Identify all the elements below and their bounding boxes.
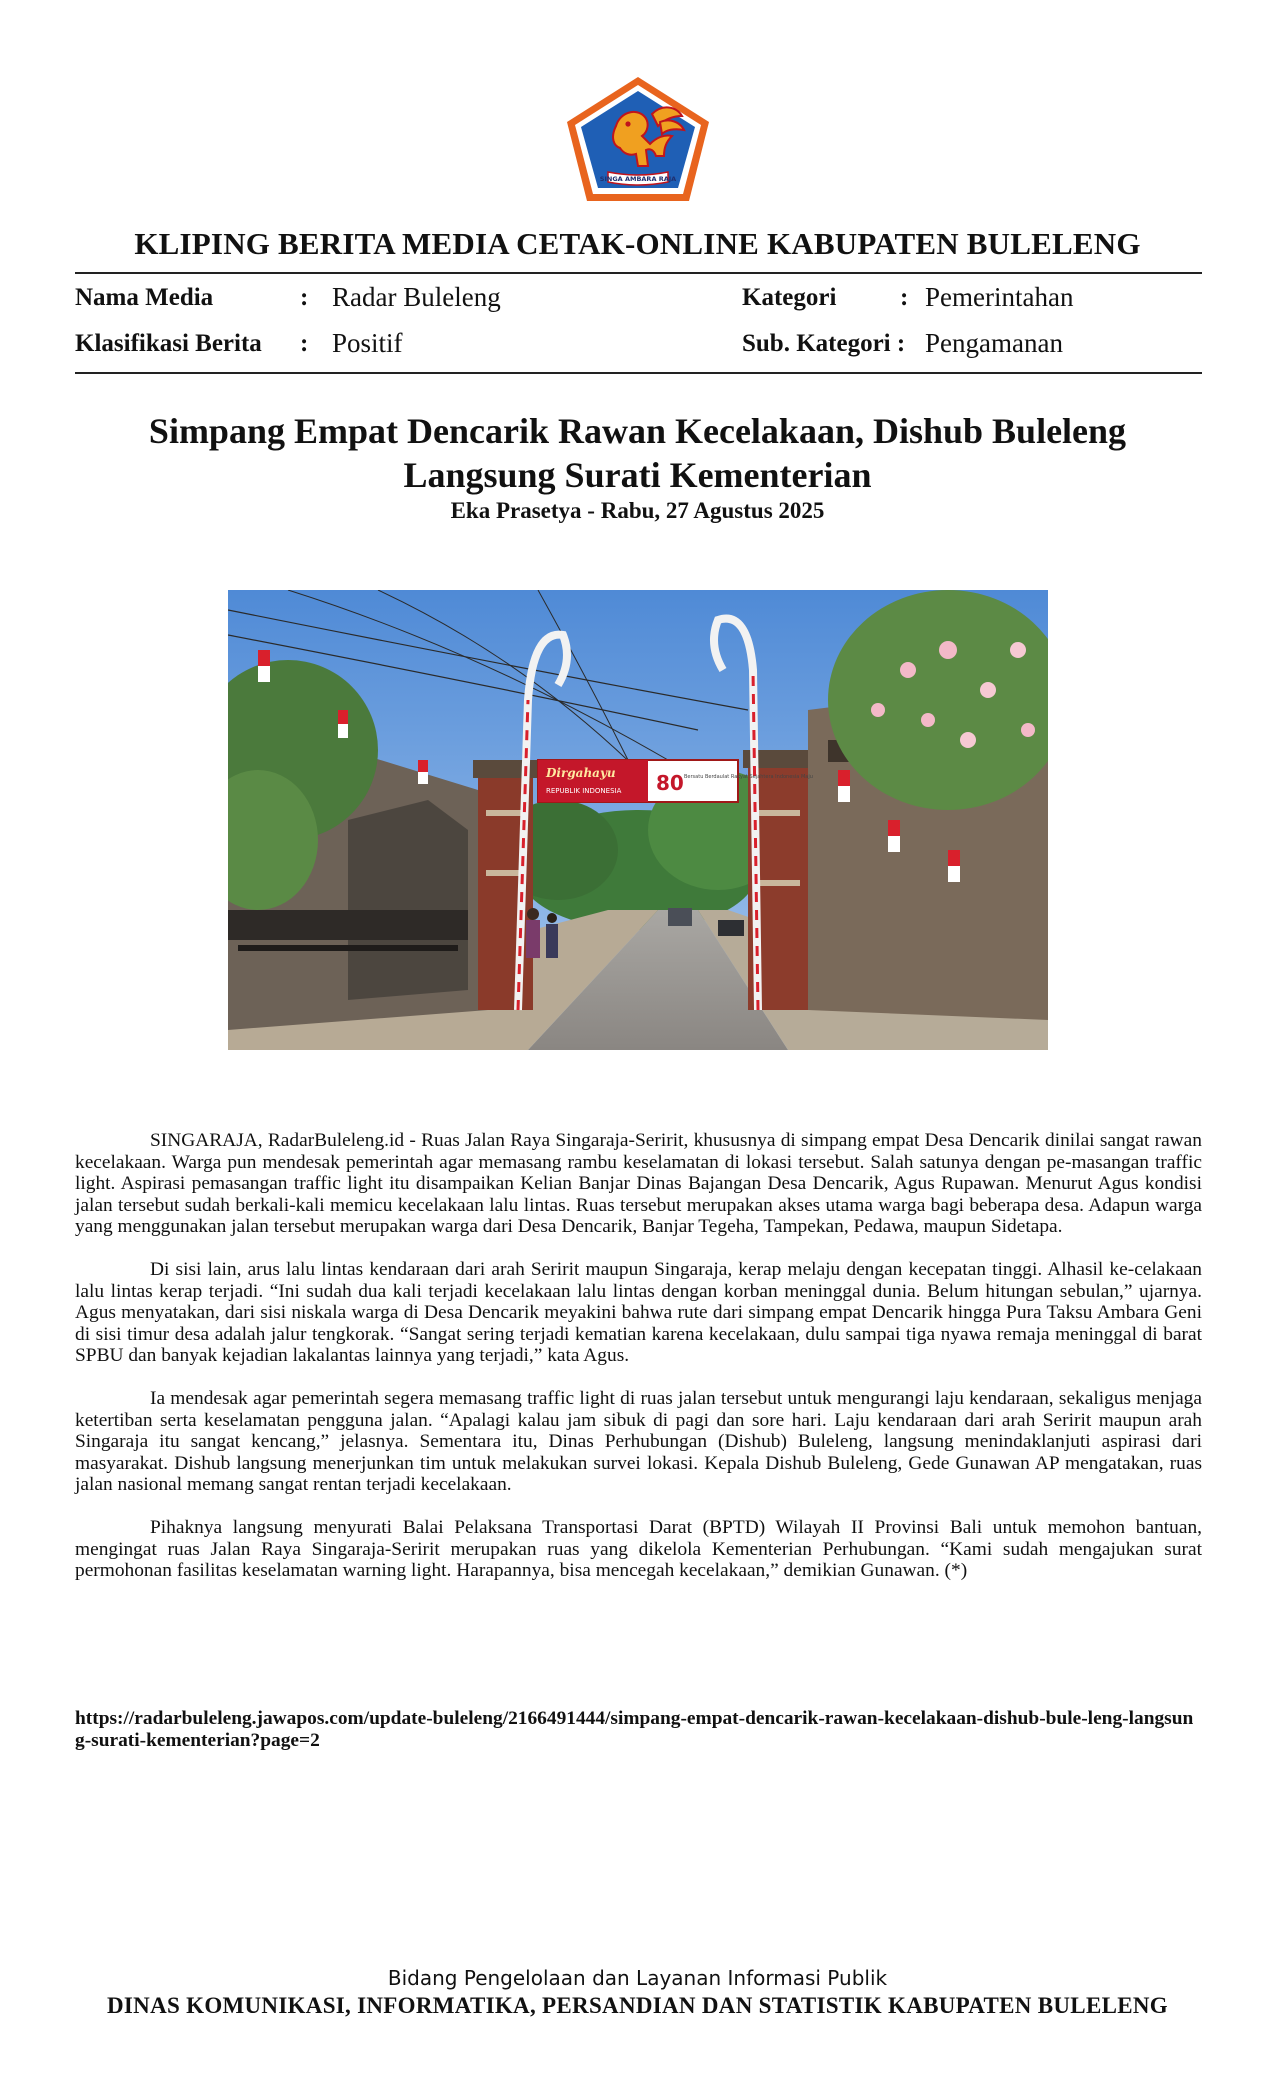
footer-agency: DINAS KOMUNIKASI, INFORMATIKA, PERSANDIAN DAN STATISTIK KABUPATEN BULELENG (107, 1993, 1168, 2018)
article-paragraph: Ia mendesak agar pemerintah segera memasang traffic light di ruas jalan tersebut untuk mengurangi laju kendaraan, sekaligus menjaga ketertiban serta keselamatan pengguna jalan. “Apalagi kalau jam sibuk di pagi dan sore hari. Laju kendaraan dari arah Seririt maupun arah Singaraja itu sangat kencang,” jelasnya. Sementara itu, Dinas Perhubungan (Dishub) Buleleng, langsung menindaklanjuti aspirasi dari masyarakat. Dishub langsung menerjunkan tim untuk melakukan survei lokasi. Kepala Dishub Buleleng, Gede Gunawan AP mengatakan, ruas jalan nasional memang sangat rentan terjadi kecelakaan. (75, 1387, 1202, 1496)
article-paragraph: SINGARAJA, RadarBuleleng.id - Ruas Jalan Raya Singaraja-Seririt, khususnya di simpang empat Desa Dencarik dinilai sangat rawan kecelakaan. Warga pun mendesak pemerintah agar memasang rambu keselamatan di lokasi tersebut. Salah satunya dengan pe-masangan traffic light. Aspirasi pemasangan traffic light itu disampaikan Kelian Banjar Dinas Bajangan Desa Dencarik, Agus Rupawan. Menurut Agus kondisi jalan tersebut sudah berkali-kali memicu kecelakaan lalu lintas. Ruas tersebut merupakan akses utama warga bagi beberapa desa. Adapun warga yang menggunakan jalan tersebut merupakan warga dari Desa Dencarik, Banjar Tegeha, Tampekan, Pedawa, maupun Sidetapa. (75, 1130, 1202, 1238)
source-url-link[interactable]: https://radarbuleleng.jawapos.com/update-buleleng/2166491444/simpang-empat-dencarik-rawan-kecelakaan-dishub-bule-leng-langsung-surati-kementerian?page=2 (75, 1708, 1194, 1751)
article-body (75, 1130, 1202, 1603)
kategori-colon: : (900, 284, 909, 311)
klasifikasi-label: Klasifikasi Berita (75, 330, 262, 357)
headline-line-1: Simpang Empat Dencarik Rawan Kecelakaan, Dishub Buleleng (148, 411, 1127, 451)
document-title: KLIPING BERITA MEDIA CETAK-ONLINE KABUPATEN BULELENG (134, 226, 1141, 261)
kategori-value: Pemerintahan (925, 282, 1074, 312)
media-colon: : (300, 284, 309, 311)
banner-tagline: Bersatu Berdaulat Rakyat Sejahtera Indonesia Maju (684, 774, 813, 780)
subkategori-value: Pengamanan (925, 328, 1063, 358)
kategori-label: Kategori (742, 284, 837, 311)
crest-text: SINGA AMBARA RAJA (599, 175, 677, 183)
subkategori-label: Sub. Kategori : (742, 330, 906, 357)
article-photo (228, 590, 1048, 1050)
byline: Eka Prasetya - Rabu, 27 Agustus 2025 (450, 498, 825, 523)
singa-ambara-raja-crest-icon (564, 74, 712, 204)
meta-divider (75, 372, 1202, 374)
headline-line-2: Langsung Surati Kementerian (403, 455, 872, 495)
footer-division: Bidang Pengelolaan dan Layanan Informasi Publik (387, 1966, 888, 1990)
klasifikasi-value: Positif (332, 328, 403, 358)
klasifikasi-colon: : (300, 330, 309, 357)
article-paragraph: Di sisi lain, arus lalu lintas kendaraan dari arah Seririt maupun Singaraja, kerap melaju dengan kecepatan tinggi. Alhasil ke-celakaan lalu lintas kerap terjadi. “Ini sudah dua kali terjadi kecelakaan lalu lintas dengan korban meninggal dunia. Belum hitungan sebulan,” ujarnya. Agus menyatakan, dari sisi niskala warga di Desa Dencarik meyakini bahwa rute dari simpang empat Dencarik hingga Pura Taksu Ambara Geni di sisi timur desa adalah jalur tengkorak. “Sangat sering terjadi kematian karena kecelakaan, dulu sampai tiga nyawa remaja meninggal di barat SPBU dan banyak kejadian lakalantas lainnya yang terjadi,” kata Agus. (75, 1258, 1202, 1367)
article-paragraph: Pihaknya langsung menyurati Balai Pelaksana Transportasi Darat (BPTD) Wilayah II Provinsi Bali untuk memohon bantuan, mengingat ruas Jalan Raya Singaraja-Seririt merupakan ruas yang dikelola Kementerian Perhubungan. “Kami sudah mengajukan surat permohonan fasilitas keselamatan warning light. Harapannya, bisa mencegah kecelakaan,” demikian Gunawan. (*) (75, 1516, 1202, 1582)
media-value: Radar Buleleng (332, 282, 501, 312)
banner-title: Dirgahayu (546, 766, 616, 780)
media-label: Nama Media (75, 284, 214, 311)
banner-number: 80 (656, 771, 684, 795)
street-gate-photo (228, 590, 1048, 1050)
top-divider (75, 272, 1202, 274)
regency-logo (564, 74, 712, 204)
banner-subtitle: REPUBLIK INDONESIA (546, 787, 622, 795)
